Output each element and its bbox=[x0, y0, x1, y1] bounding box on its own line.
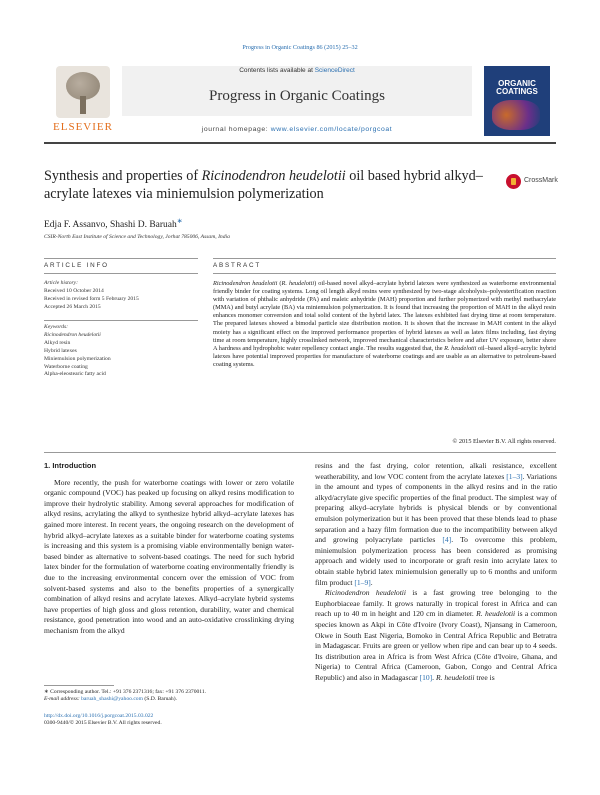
article-title bbox=[44, 167, 490, 203]
crossmark-label: CrossMark bbox=[524, 177, 558, 184]
abstract-body-2: oil–based alkyd–acrylic hybrid latexes have potential improved properties for manufacture of waterborne coatings and are usable as an alternative to petroleum-based coating systems. bbox=[213, 344, 556, 368]
homepage-link[interactable]: www.elsevier.com/locate/porgcoat bbox=[270, 126, 393, 133]
keyword-item: Waterborne coating bbox=[44, 363, 88, 370]
keywords bbox=[44, 324, 204, 379]
cover-title: ORGANIC COATINGS bbox=[496, 79, 538, 96]
intro-paragraph-1-cont bbox=[315, 461, 557, 588]
reference-link[interactable]: [10] bbox=[419, 672, 433, 682]
abstract-bottom-rule bbox=[44, 452, 556, 453]
article-info-rule-top bbox=[44, 258, 198, 259]
reference-link[interactable]: [4] bbox=[442, 535, 452, 545]
elsevier-tree-icon bbox=[56, 66, 110, 118]
keyword-item: Ricinodendron heudelotii bbox=[44, 331, 101, 338]
journal-cover-thumbnail[interactable] bbox=[484, 66, 550, 136]
abstract-species-abbrev-2: R. heudelotii bbox=[444, 344, 477, 352]
email-label: E-mail address: bbox=[44, 696, 82, 703]
keyword-item: Miniemulsion polymerization bbox=[44, 355, 111, 362]
para-text: is a common species known as Akpi in Côte d'Ivoire (Ivory Coast), Njansang in Cameroon, Okwe in South East Nigeria, Bomoko in Central Africa Republic and Betratra in Madagascar. Fruits are green or yellow when ripe and can bear up to 4 seeds. Its distribution area in Africa is from West Africa (Côte d'Ivoire, Ghana, and Nigeria) to Central Africa (Cameroon, Gabon, Congo and Central Africa Republic) and also in Madagascar bbox=[315, 609, 557, 682]
article-history bbox=[44, 280, 204, 312]
title-part1: Synthesis and properties of bbox=[44, 168, 202, 184]
authors bbox=[44, 217, 183, 230]
species-abbrev: R. heudelotii bbox=[435, 672, 475, 682]
para-text: . Variations in the amount and types of components in the alkyd resins and in the ratio alkyd/acrylate give specific properties of the final product. The simplest way of preparing alkyd–acrylate hybrids is physical blends or by conventional emulsion polymerization but it has been proved that these blends lead to phase separation and a hazy film formation due to the incompatibility between alkyd and growing polyacrylate particles bbox=[315, 471, 557, 545]
crossmark-button[interactable] bbox=[506, 172, 566, 192]
abstract-paren: ( bbox=[277, 280, 282, 287]
reference-link[interactable]: [1–9] bbox=[354, 577, 371, 587]
para-text: resins and the fast drying, color retention, alkali resistance, excellent weatherability, and low VOC content from the acrylate latexes bbox=[315, 461, 557, 481]
article-info-rule bbox=[44, 273, 198, 274]
abstract-body-1: ) oil-based novel alkyd–acrylate hybrid latexes were synthesized as waterborne environmental friendly binder for coating systems. Long oil length alkyd resins were synthesized by two-stage alcoholysis–polyesterification reaction with variation of phthalic anhydride (PA) and maleic anhydride (MAH) proportion and further polymerized with methyl methacrylate (MMA) and butyl acrylate (BA) via miniemulsion polymerization. It is found that increasing the proportion of MAH in the alkyd resin enhances monomer conversion and total solid content of the hybrid latex. The latexes exhibited fast drying time at room temperature. The prepared latexes showed a bimodal particle size distribution motion. It is shown that the increase in MAH content in the alkyd moiety has a significant effect on the improved performance properties of hybrid latexes as well as latex films including, fast drying time at room temperature, highly crosslinked network, improved mechanical characteristics before and after UV exposure, better shore A hardness and hydrophobic water repellency contact angle. The results suggested that, the bbox=[213, 280, 556, 352]
para-text: . bbox=[370, 577, 373, 587]
issn-line: 0300-9440/© 2015 Elsevier B.V. All rights reserved. bbox=[44, 720, 162, 727]
intro-paragraph-2 bbox=[315, 588, 557, 683]
keywords-label: Keywords: bbox=[44, 324, 69, 330]
title-species: Ricinodendron heudelotii bbox=[201, 168, 346, 184]
abstract-copyright: © 2015 Elsevier B.V. All rights reserved. bbox=[452, 438, 556, 445]
email-line bbox=[44, 696, 294, 703]
abstract-species: Ricinodendron heudelotii bbox=[213, 280, 278, 287]
header-divider bbox=[44, 142, 556, 144]
elsevier-logo bbox=[48, 66, 118, 134]
intro-paragraph-1: More recently, the push for waterborne coatings with lower or zero volatile organic compound (VOC) has peaked up focusing on alkyd resins modification to improve their hydrolytic stability. Among several approaches for modification of alkyd resins, acrylating the alkyd to synthesize hybrid alkyd–acrylate latexes has gained more interest. In recent years, the ongoing research on the development of hybrid alkyd–acrylate latexes as a suitable binder for waterborne coating systems is increasing and this system is a promising viable environmentally benign water-based binder as alternative to solvent-based coatings. The need for such hybrid latex binder for the formulation of waterborne coating environmentally friendly is due to the increasing environmental concern over the emission of VOC from solvent-based systems and also to the benefits properties of a synergically combination of alkyd resins and acrylate latexes. Alkyd–acrylate hybrid systems have properties of high gloss and gloss retention, durability, water and chemical resistance, good penetration into wood and an auto-oxidative crosslinking drying mechanism from the alkyd bbox=[44, 477, 294, 635]
homepage-prefix: journal homepage: bbox=[201, 126, 271, 133]
affiliation: CSIR-North East Institute of Science and Technology, Jorhat 785006, Assam, India bbox=[44, 234, 230, 240]
journal-title: Progress in Organic Coatings bbox=[209, 88, 385, 104]
footnote-rule bbox=[44, 685, 114, 686]
contents-prefix: Contents lists available at bbox=[239, 67, 315, 74]
species-abbrev: R. heudelotii bbox=[476, 609, 516, 619]
species-name: Ricinodendron heudelotii bbox=[325, 588, 406, 598]
keywords-rule bbox=[44, 320, 198, 321]
publisher-name: ELSEVIER bbox=[53, 121, 113, 133]
doi-link[interactable]: http://dx.doi.org/10.1016/j.porgcoat.2015.03.022 bbox=[44, 713, 154, 719]
body-column-left bbox=[44, 461, 294, 637]
keyword-item: Hybrid latexes bbox=[44, 347, 77, 354]
contents-line bbox=[122, 67, 472, 74]
para-text: . To overcome this problem, miniemulsion polymerization process has been considered as promising approach and widely used to incorporate or graft resin into acrylate latex to obtain stable hybrid latex miniemulsion generally up to 6 months and uniform film product bbox=[315, 535, 557, 587]
abstract-species-abbrev: R. heudelotii bbox=[281, 280, 315, 287]
email-suffix: (S.D. Baruah). bbox=[142, 696, 177, 703]
body-column-right bbox=[315, 461, 557, 683]
history-label: Article history: bbox=[44, 280, 79, 286]
abstract-rule-top bbox=[213, 258, 556, 259]
para-text: tree is bbox=[474, 672, 495, 682]
email-link[interactable]: baruah_shashi@yahoo.com bbox=[81, 696, 143, 703]
author-names: Edja F. Assanvo, Shashi D. Baruah bbox=[44, 220, 177, 231]
footnote bbox=[44, 689, 294, 704]
sciencedirect-link[interactable]: ScienceDirect bbox=[314, 67, 355, 74]
reference-link[interactable]: [1–3] bbox=[506, 471, 523, 481]
abstract-rule bbox=[213, 273, 556, 274]
history-received: Received 10 October 2014 bbox=[44, 287, 104, 294]
abstract-text bbox=[213, 280, 556, 369]
journal-homepage bbox=[122, 126, 472, 133]
corresponding-author-mark[interactable]: ∗ bbox=[176, 217, 183, 225]
para-text: . bbox=[432, 672, 436, 682]
title-part2: oil based hybrid alkyd–acrylate latexes via miniemulsion polymerization bbox=[44, 168, 483, 202]
crossmark-icon bbox=[506, 174, 521, 189]
corresponding-author-note: ∗ Corresponding author. Tel.: +91 376 2371316; fax: +91 376 2370011. bbox=[44, 689, 207, 695]
keyword-item: Alkyd resin bbox=[44, 339, 71, 346]
article-info-heading: ARTICLE INFO bbox=[44, 262, 109, 269]
para-text: is a fast growing tree belonging to the Euphorbiaceae family. It grows naturally in tropical forest in Africa and can reach up to 40 m in height and 120 cm in diameter. bbox=[315, 588, 557, 619]
history-revised: Received in revised form 5 February 2015 bbox=[44, 295, 139, 302]
keyword-item: Alpha-eleostearic fatty acid bbox=[44, 371, 106, 378]
history-accepted: Accepted 26 March 2015 bbox=[44, 303, 101, 310]
introduction-heading: 1. Introduction bbox=[44, 461, 97, 470]
doi-block bbox=[44, 713, 294, 728]
journal-citation[interactable]: Progress in Organic Coatings 86 (2015) 25–32 bbox=[242, 44, 358, 51]
abstract-heading: ABSTRACT bbox=[213, 262, 261, 269]
